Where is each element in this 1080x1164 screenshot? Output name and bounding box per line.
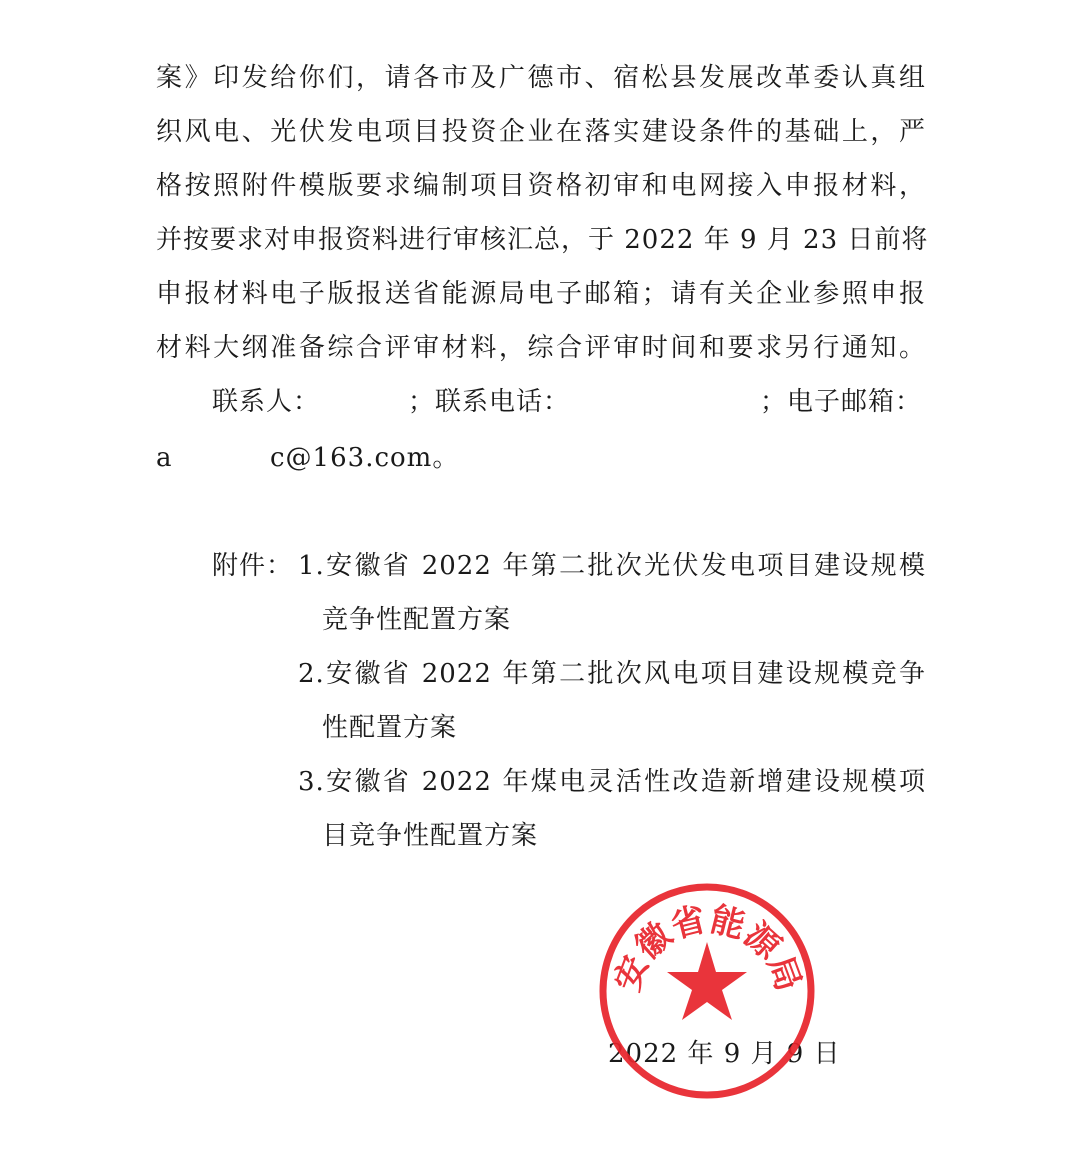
contact-person-label: 联系人：: [212, 387, 321, 417]
body-line: 申报材料电子版报送省能源局电子邮箱；请有关企业参照申报: [156, 279, 926, 309]
attachments-label: 附件：: [212, 551, 294, 581]
seal-star-icon: [667, 942, 747, 1020]
official-seal-stamp: [596, 880, 818, 1102]
email-suffix: c@163.com。: [270, 443, 460, 473]
contact-email-label: ；电子邮箱：: [760, 387, 923, 417]
attachment-item-2-cont: 性配置方案: [322, 713, 458, 743]
attachment-item-1-cont: 竞争性配置方案: [322, 605, 512, 635]
body-line: 织风电、光伏发电项目投资企业在落实建设条件的基础上，严: [156, 117, 926, 147]
body-line: 并按要求对申报资料进行审核汇总，于 2022 年 9 月 23 日前将: [156, 225, 929, 255]
attachment-item-3-cont: 目竞争性配置方案: [322, 821, 539, 851]
seal-text-path: 安徽省能源局: [607, 899, 809, 997]
contact-phone-label: ；联系电话：: [408, 387, 571, 417]
attachment-item-1: 1.安徽省 2022 年第二批次光伏发电项目建设规模: [298, 551, 926, 581]
attachment-item-3: 3.安徽省 2022 年煤电灵活性改造新增建设规模项: [298, 767, 926, 797]
email-prefix: a: [156, 443, 173, 473]
signature-date: 2022 年 9 月 9 日: [608, 1039, 841, 1069]
attachment-item-2: 2.安徽省 2022 年第二批次风电项目建设规模竞争: [298, 659, 926, 689]
body-line: 材料大纲准备综合评审材料，综合评审时间和要求另行通知。: [156, 333, 926, 363]
body-line: 案》印发给你们，请各市及广德市、宿松县发展改革委认真组: [156, 63, 926, 93]
body-line: 格按照附件模版要求编制项目资格初审和电网接入申报材料，: [156, 171, 926, 201]
